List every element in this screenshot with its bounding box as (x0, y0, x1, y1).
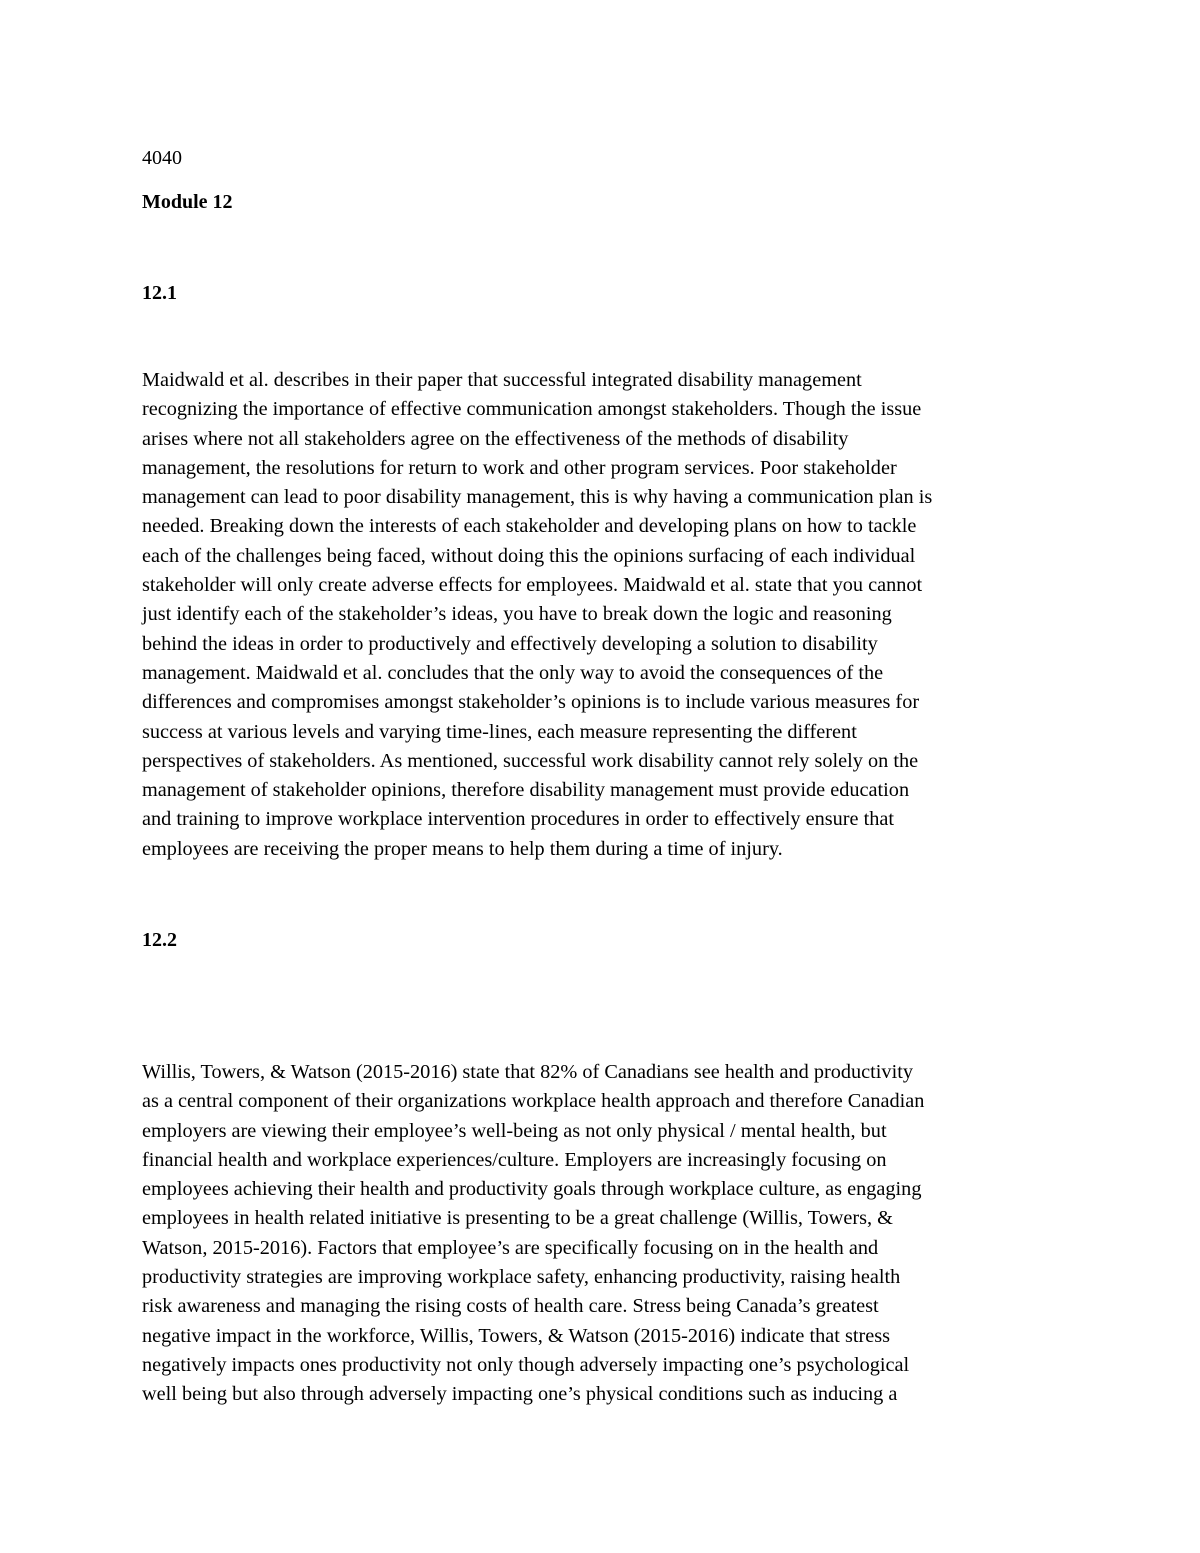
paragraph-line: success at various levels and varying time-lines, each measure representing the different (142, 720, 857, 743)
paragraph-line: well being but also through adversely impacting one’s physical conditions such as inducing a (142, 1383, 898, 1406)
paragraph-line: Maidwald et al. describes in their paper that successful integrated disability management (142, 369, 862, 391)
paragraph-line: differences and compromises amongst stakeholder’s opinions is to include various measures for (142, 691, 920, 714)
paragraph-line: management of stakeholder opinions, therefore disability management must provide education (142, 779, 910, 802)
paragraph-line: risk awareness and managing the rising costs of health care. Stress being Canada’s greatest (142, 1295, 879, 1318)
paragraph-line: behind the ideas in order to productively and effectively developing a solution to disability (142, 632, 878, 655)
paragraph-line: Watson, 2015-2016). Factors that employee’s are specifically focusing on in the health and (142, 1236, 879, 1259)
paragraph-line: just identify each of the stakeholder’s ideas, you have to break down the logic and reasoning (142, 603, 892, 626)
course-code: 4040 (142, 147, 182, 169)
section-heading-12-2: 12.2 (142, 929, 177, 951)
paragraph-line: management. Maidwald et al. concludes that the only way to avoid the consequences of the (142, 661, 884, 684)
paragraph-line: financial health and workplace experiences/culture. Employers are increasingly focusing on (142, 1148, 887, 1171)
paragraph-line: productivity strategies are improving workplace safety, enhancing productivity, raising health (142, 1266, 901, 1289)
paragraph-line: arises where not all stakeholders agree on the effectiveness of the methods of disability (142, 427, 849, 450)
paragraph-line: employers are viewing their employee’s well-being as not only physical / mental health, but (142, 1119, 887, 1142)
paragraph-line: negative impact in the workforce, Willis, Towers, & Watson (2015-2016) indicate that stress (142, 1324, 891, 1347)
paragraph-line: and training to improve workplace intervention procedures in order to effectively ensure that (142, 808, 895, 831)
section-12-2-paragraph (142, 1058, 1082, 1410)
paragraph-line: negatively impacts ones productivity not only though adversely impacting one’s psychological (142, 1353, 910, 1376)
paragraph-line: management, the resolutions for return to work and other program services. Poor stakeholder (142, 456, 897, 479)
paragraph-line: stakeholder will only create adverse effects for employees. Maidwald et al. state that you cannot (142, 574, 923, 597)
paragraph-line: employees are receiving the proper means to help them during a time of injury. (142, 837, 783, 860)
paragraph-line: each of the challenges being faced, without doing this the opinions surfacing of each individual (142, 544, 916, 567)
paragraph-line: needed. Breaking down the interests of each stakeholder and developing plans on how to tackle (142, 515, 917, 538)
paragraph-line: management can lead to poor disability management, this is why having a communication plan is (142, 486, 933, 509)
paragraph-line: employees achieving their health and productivity goals through workplace culture, as engaging (142, 1178, 922, 1201)
paragraph-line: recognizing the importance of effective communication amongst stakeholders. Though the issue (142, 398, 922, 421)
section-12-1-paragraph (142, 366, 1082, 864)
paragraph-line: as a central component of their organizations workplace health approach and therefore Canadian (142, 1090, 925, 1113)
paragraph-line: perspectives of stakeholders. As mentioned, successful work disability cannot rely solely on the (142, 749, 919, 772)
module-title: Module 12 (142, 191, 233, 213)
section-heading-12-1: 12.1 (142, 282, 177, 304)
paragraph-line: Willis, Towers, & Watson (2015-2016) state that 82% of Canadians see health and productivity (142, 1061, 913, 1083)
paragraph-line: employees in health related initiative is presenting to be a great challenge (Willis, Towers, & (142, 1207, 893, 1230)
